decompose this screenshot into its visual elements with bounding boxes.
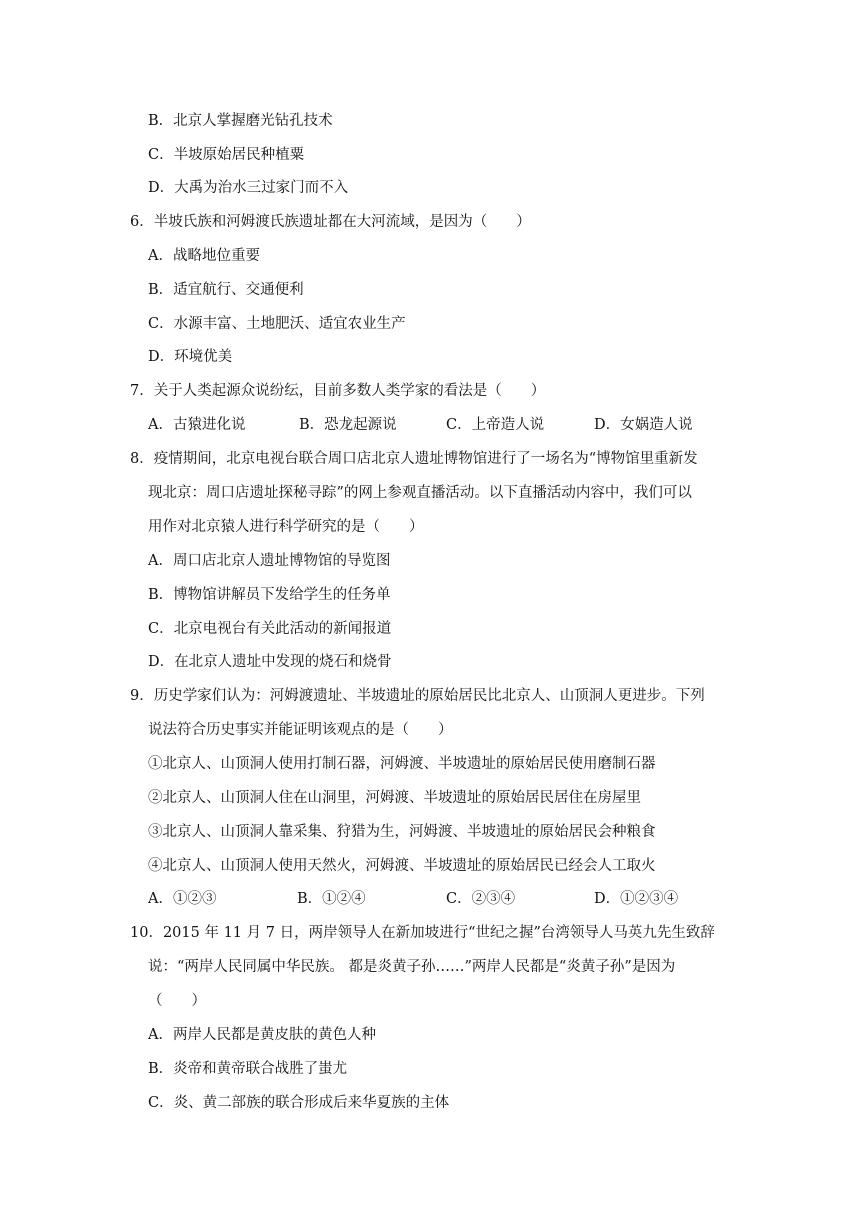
q10-option-c: C．炎、黄二部族的联合形成后来华夏族的主体 bbox=[148, 1095, 450, 1111]
q8-option-a: A．周口店北京人遗址博物馆的导览图 bbox=[148, 553, 391, 569]
q9-option-a: A．①②③ bbox=[148, 891, 217, 907]
q8-option-d: D．在北京人遗址中发现的烧石和烧骨 bbox=[148, 654, 392, 670]
q10-stem-line-3: （ ） bbox=[148, 993, 206, 1009]
q9-statement-2: ②北京人、山顶洞人住在山洞里，河姆渡、半坡遗址的原始居民居住在房屋里 bbox=[148, 790, 641, 806]
q6-option-b: B．适宜航行、交通便利 bbox=[148, 282, 304, 298]
q10-option-a: A．两岸人民都是黄皮肤的黄色人种 bbox=[148, 1027, 376, 1043]
q7-option-d: D．女娲造人说 bbox=[594, 417, 693, 433]
q7-stem: 7．关于人类起源众说纷纭，目前多数人类学家的看法是（ ） bbox=[130, 383, 546, 399]
q8-option-b: B．博物馆讲解员下发给学生的任务单 bbox=[148, 587, 391, 603]
q6-stem: 6．半坡氏族和河姆渡氏族遗址都在大河流域，是因为（ ） bbox=[130, 214, 531, 230]
q7-options-row bbox=[148, 415, 708, 435]
q9-stem-line-1: 9．历史学家们认为：河姆渡遗址、半坡遗址的原始居民比北京人、山顶洞人更进步。下列 bbox=[130, 688, 705, 704]
q9-option-c: C．②③④ bbox=[446, 891, 516, 907]
q9-options-row bbox=[148, 889, 708, 909]
q5-option-c: C．半坡原始居民种植粟 bbox=[148, 147, 305, 163]
q9-statement-3: ③北京人、山顶洞人靠采集、狩猎为生，河姆渡、半坡遗址的原始居民会种粮食 bbox=[148, 824, 656, 840]
q6-option-d: D．环境优美 bbox=[148, 349, 233, 365]
q6-option-a: A．战略地位重要 bbox=[148, 248, 260, 264]
q8-stem-line-1: 8．疫情期间，北京电视台联合周口店北京人遗址博物馆进行了一场名为“博物馆里重新发 bbox=[130, 451, 698, 467]
q8-option-c: C．北京电视台有关此活动的新闻报道 bbox=[148, 621, 392, 637]
q9-option-d: D．①②③④ bbox=[594, 891, 679, 907]
q6-option-c: C．水源丰富、土地肥沃、适宜农业生产 bbox=[148, 316, 406, 332]
q10-stem-line-2: 说：“两岸人民同属中华民族。 都是炎黄子孙……”两岸人民都是“炎黄子孙”是因为 bbox=[148, 959, 676, 975]
q10-stem-line-1: 10．2015 年 11 月 7 日，两岸领导人在新加坡进行“世纪之握”台湾领导人马英九先生致辞 bbox=[130, 925, 715, 941]
q9-statement-4: ④北京人、山顶洞人使用天然火，河姆渡、半坡遗址的原始居民已经会人工取火 bbox=[148, 858, 656, 874]
q9-option-b: B．①②④ bbox=[297, 891, 366, 907]
q8-stem-line-2: 现北京：周口店遗址探秘寻踪”的网上参观直播活动。以下直播活动内容中，我们可以 bbox=[148, 485, 692, 501]
q5-option-b: B．北京人掌握磨光钻孔技术 bbox=[148, 113, 333, 129]
q5-option-d: D．大禹为治水三过家门而不入 bbox=[148, 180, 349, 196]
q10-option-b: B．炎帝和黄帝联合战胜了蚩尤 bbox=[148, 1061, 348, 1077]
q7-option-c: C．上帝造人说 bbox=[446, 417, 545, 433]
q8-stem-line-3: 用作对北京猿人进行科学研究的是（ ） bbox=[148, 519, 424, 535]
q9-statement-1: ①北京人、山顶洞人使用打制石器，河姆渡、半坡遗址的原始居民使用磨制石器 bbox=[148, 756, 656, 772]
q9-stem-line-2: 说法符合历史事实并能证明该观点的是（ ） bbox=[148, 722, 453, 738]
q7-option-b: B．恐龙起源说 bbox=[299, 417, 397, 433]
q7-option-a: A．古猿进化说 bbox=[148, 417, 246, 433]
